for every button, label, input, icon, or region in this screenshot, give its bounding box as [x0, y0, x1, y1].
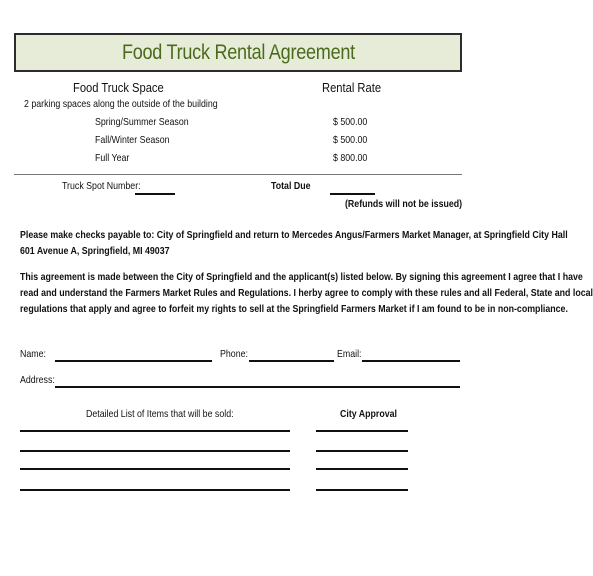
approval-line-2[interactable]: [316, 450, 408, 452]
agreement-line-1: This agreement is made between the City of Springfield and the applicant(s) listed below. By signing this agreement I agree that I have: [20, 271, 583, 283]
space-description: 2 parking spaces along the outside of the building: [24, 98, 218, 110]
season-fall-winter-label: Fall/Winter Season: [95, 134, 170, 146]
city-approval-label: City Approval: [340, 408, 398, 420]
rental-rate-heading: Rental Rate: [322, 80, 382, 95]
season-fall-winter-rate: $ 500.00: [333, 134, 368, 146]
season-spring-summer-label: Spring/Summer Season: [95, 116, 189, 128]
approval-line-3[interactable]: [316, 468, 408, 470]
season-spring-summer-rate: $ 500.00: [333, 116, 368, 128]
approval-line-1[interactable]: [316, 430, 408, 432]
document-title: Food Truck Rental Agreement: [121, 40, 355, 64]
items-list-label: Detailed List of Items that will be sold:: [86, 408, 234, 420]
phone-label: Phone:: [220, 348, 248, 360]
address-label: Address:: [20, 374, 55, 386]
name-field[interactable]: [55, 360, 212, 362]
agreement-line-3: regulations that apply and agree to forfeit my rights to sell at the Springfield Farmers Market if I am found to be in non-compliance.: [20, 303, 568, 315]
items-line-2[interactable]: [20, 450, 290, 452]
season-full-year-rate: $ 800.00: [333, 152, 368, 164]
email-label: Email:: [337, 348, 362, 360]
items-line-4[interactable]: [20, 489, 290, 491]
refund-note: (Refunds will not be issued): [345, 198, 463, 210]
season-full-year-label: Full Year: [95, 152, 130, 164]
food-truck-space-heading: Food Truck Space: [73, 80, 164, 95]
name-label: Name:: [20, 348, 46, 360]
agreement-line-2: read and understand the Farmers Market Rules and Regulations. I herby agree to comply with these rules and all Federal, State and local: [20, 287, 593, 299]
title-banner: [14, 33, 462, 72]
truck-spot-number-line[interactable]: [135, 193, 175, 195]
truck-spot-number-label: Truck Spot Number:: [62, 180, 141, 192]
approval-line-4[interactable]: [316, 489, 408, 491]
phone-field[interactable]: [249, 360, 334, 362]
total-due-line[interactable]: [330, 193, 375, 195]
items-line-3[interactable]: [20, 468, 290, 470]
address-field[interactable]: [55, 386, 460, 388]
payment-note-line-2: 601 Avenue A, Springfield, MI 49037: [20, 245, 170, 257]
items-line-1[interactable]: [20, 430, 290, 432]
email-field[interactable]: [362, 360, 460, 362]
section-divider: [14, 174, 462, 175]
payment-note-line-1: Please make checks payable to: City of Springfield and return to Mercedes Angus/Farmers Market Manager, at Springfield City Hall: [20, 229, 568, 241]
total-due-label: Total Due: [271, 180, 311, 192]
